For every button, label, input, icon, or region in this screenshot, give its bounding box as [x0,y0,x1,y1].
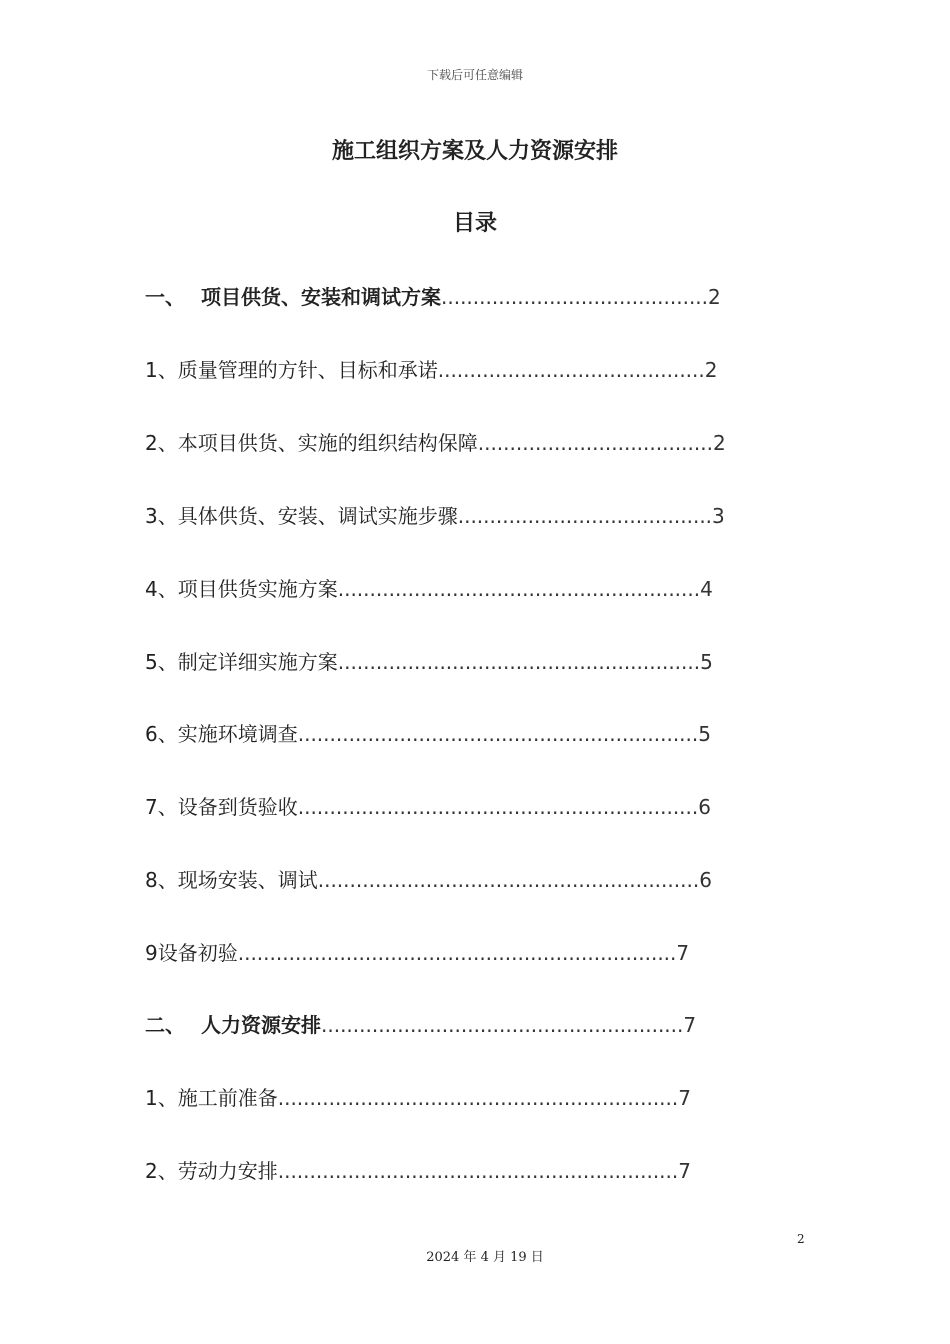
toc-entry-number: 1、 [145,358,178,382]
toc-leader-dots: ............................................................... [277,1086,679,1110]
toc-entry-label: 现场安装、调试 [177,868,318,892]
toc-leader-dots: ......................................................... [321,1013,684,1037]
toc-entry-page: 6 [699,868,712,892]
toc-leader-dots: .......................................... [437,358,705,382]
toc-entry-number: 一、 [145,285,185,309]
toc-leader-dots: ............................................................... [297,722,699,746]
toc-entry-page: 4 [700,577,713,601]
toc-entry-number: 7、 [145,795,178,819]
toc-entry-page: 5 [698,722,711,746]
toc-entry-label: 具体供货、安装、调试实施步骤 [177,504,458,528]
toc-entry [145,1083,691,1113]
toc-entry-number: 5、 [145,650,178,674]
toc-entry-number: 8、 [145,868,178,892]
footer-date: 2024 年 4 月 19 日 [426,1250,544,1265]
toc-entry-label: 设备到货验收 [177,795,298,819]
toc-entry-page: 2 [712,431,726,455]
toc-entry-number: 9 [145,941,158,965]
toc-entry-number: 4、 [145,577,178,601]
toc-entry-label: 劳动力安排 [177,1159,278,1183]
toc-entry-page: 3 [712,504,725,528]
toc-entry [145,719,711,749]
toc-entry-page: 7 [678,1159,691,1183]
toc-entry [145,1156,691,1186]
toc-entry-page: 7 [683,1013,697,1037]
toc-leader-dots: ......................................................... [337,577,701,601]
toc-entry [145,647,713,677]
toc-entry-label: 项目供货、安装和调试方案 [201,285,441,309]
toc-entry-number: 3、 [145,504,178,528]
document-title: 施工组织方案及人力资源安排 [331,139,618,164]
toc-entry-number: 1、 [145,1086,178,1110]
toc-leader-dots: ........................................ [457,504,713,528]
toc-entry-label: 实施环境调查 [177,722,298,746]
toc-entry-page: 7 [678,1086,691,1110]
toc-leader-dots: ............................................................... [277,1159,679,1183]
toc-entry-page: 7 [676,941,690,965]
toc-entry [145,865,712,895]
toc-entry-page: 2 [704,358,718,382]
toc-entry [145,574,713,604]
toc-entry-label: 质量管理的方针、目标和承诺 [177,358,438,382]
toc-entry-number: 6、 [145,722,178,746]
toc-heading: 目录 [452,211,497,236]
toc-leader-dots: ..................................... [477,431,713,455]
toc-entry-label: 本项目供货、实施的组织结构保障 [177,431,478,455]
toc-entry [145,938,689,968]
toc-entry [145,282,721,312]
toc-leader-dots: ..................................................................... [237,941,677,965]
toc-entry-page: 6 [698,795,711,819]
toc-entry [145,428,726,458]
toc-entry-page: 5 [700,650,713,674]
toc-leader-dots: ............................................................ [317,868,700,892]
page-number: 2 [797,1232,805,1246]
toc-entry-label: 人力资源安排 [201,1013,321,1037]
toc-entry [145,1010,696,1040]
toc-entry [145,501,725,531]
toc-entry-label: 制定详细实施方案 [177,650,338,674]
toc-entry-number: 二、 [145,1013,185,1037]
toc-entry-page: 2 [708,285,721,309]
toc-entry [145,792,711,822]
page-header: 下载后可任意编辑 [426,68,523,82]
toc-entry [145,355,717,385]
toc-entry-number: 2、 [145,1159,178,1183]
toc-entry-label: 设备初验 [157,941,238,965]
toc-entry-label: 施工前准备 [177,1086,278,1110]
toc-entry-number: 2、 [145,431,178,455]
toc-leader-dots: ............................................................... [297,795,699,819]
toc-leader-dots: .......................................... [441,285,709,309]
toc-entry-label: 项目供货实施方案 [177,577,338,601]
toc-leader-dots: ......................................................... [337,650,701,674]
